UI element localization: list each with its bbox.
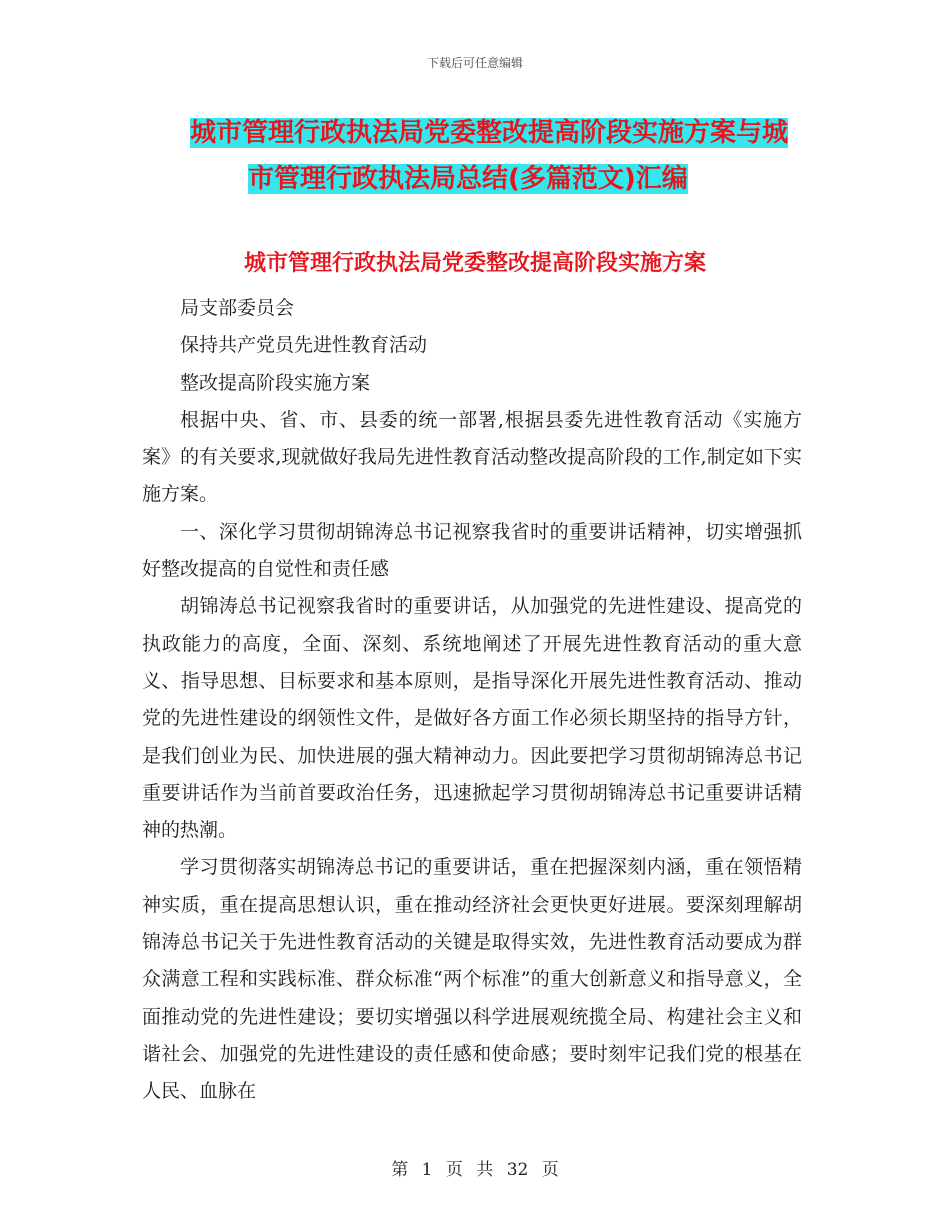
document-title bbox=[190, 110, 810, 202]
paragraph-heading-1: 一、深化学习贯彻胡锦涛总书记视察我省时的重要讲话精神，切实增强抓好整改提高的自觉性和责任感 bbox=[142, 520, 802, 581]
document-body bbox=[142, 290, 802, 1111]
page-footer: 第 1 页 共 32 页 bbox=[391, 1160, 559, 1180]
title-line-1: 城市管理行政执法局党委整改提高阶段实施方案与城 bbox=[190, 118, 789, 148]
section-title: 城市管理行政执法局党委整改提高阶段实施方案 bbox=[243, 251, 706, 276]
paragraph-body-2: 学习贯彻落实胡锦涛总书记的重要讲话，重在把握深刻内涵，重在领悟精神实质，重在提高思想认识，重在推动经济社会更快更好进展。要深刻理解胡锦涛总书记关于先进性教育活动的关键是取得实效，先进性教育活动要成为群众满意工程和实践标准、群众标准“两个标准”的重大创新意义和指导意义，全面推动党的先进性建设；要切实增强以科学进展观统揽全局、构建社会主义和谐社会、加强党的先进性建设的责任感和使命感；要时刻牢记我们党的根基在人民、血脉在 bbox=[142, 856, 802, 1103]
paragraph-dept: 局支部委员会 bbox=[180, 297, 295, 319]
paragraph-intro: 根据中央、省、市、县委的统一部署,根据县委先进性教育活动《实施方案》的有关要求,现就做好我局先进性教育活动整改提高阶段的工作,制定如下实施方案。 bbox=[142, 408, 802, 506]
title-line-2: 市管理行政执法局总结(多篇范文)汇编 bbox=[248, 164, 688, 194]
paragraph-body-1: 胡锦涛总书记视察我省时的重要讲话，从加强党的先进性建设、提高党的执政能力的高度，全面、深刻、系统地阐述了开展先进性教育活动的重大意义、指导思想、目标要求和基本原则，是指导深化开展先进性教育活动、推动党的先进性建设的纲领性文件，是做好各方面工作必须长期坚持的指导方针，是我们创业为民、加快进展的强大精神动力。因此要把学习贯彻胡锦涛总书记重要讲话作为当前首要政治任务，迅速掀起学习贯彻胡锦涛总书记重要讲话精神的热潮。 bbox=[142, 595, 802, 842]
paragraph-activity: 保持共产党员先进性教育活动 bbox=[180, 334, 428, 357]
paragraph-plan-name: 整改提高阶段实施方案 bbox=[180, 371, 371, 394]
header-note: 下载后可任意编辑 bbox=[426, 56, 523, 70]
